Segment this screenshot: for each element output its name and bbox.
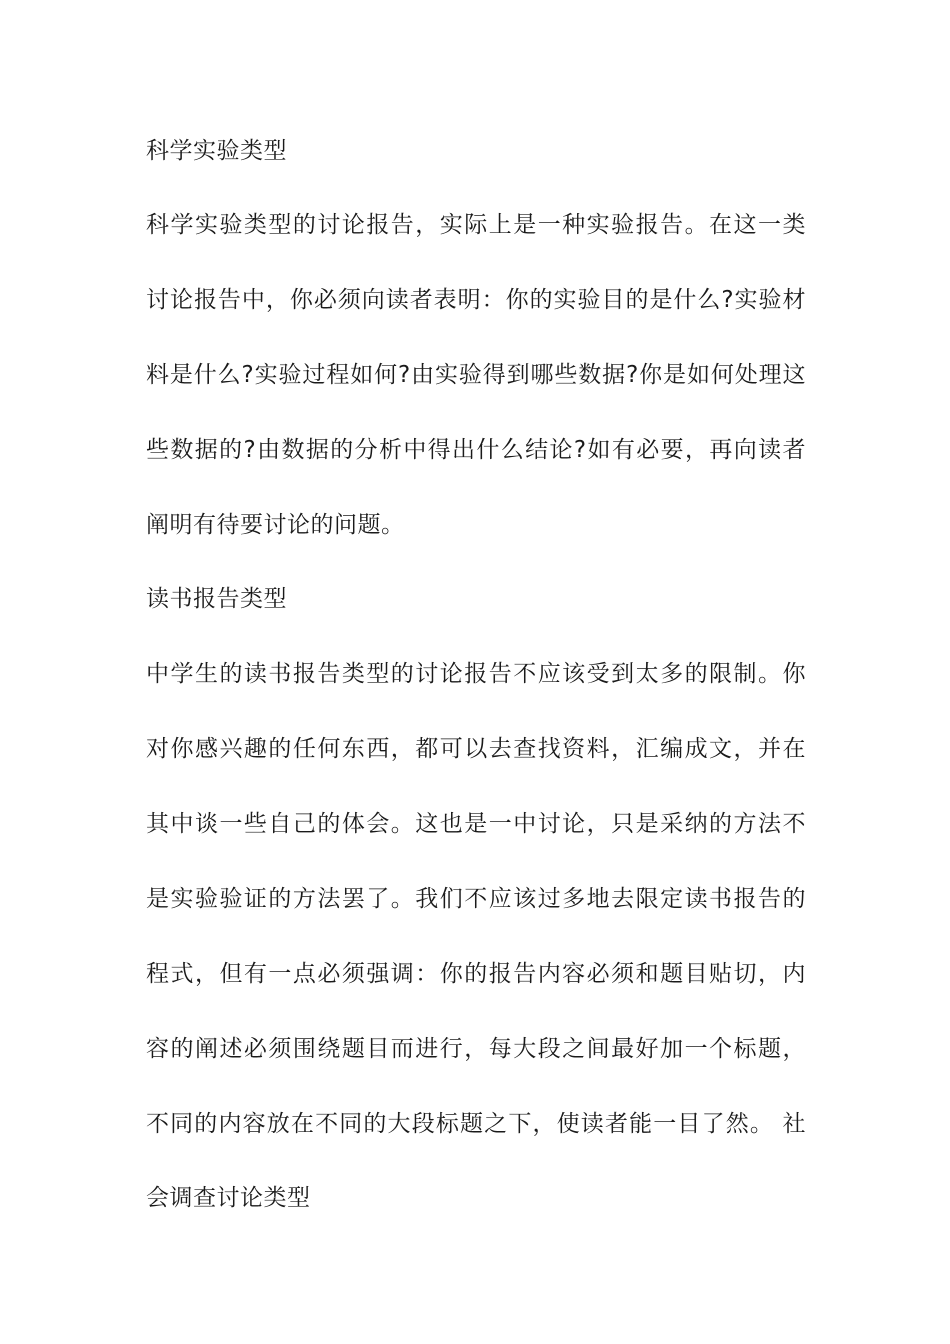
paragraph-line: 科学实验类型的讨论报告，实际上是一种实验报告。在这一类 — [146, 212, 806, 238]
section-heading-book-report: 读书报告类型 — [146, 586, 287, 612]
paragraph-line: 些数据的?由数据的分析中得出什么结论?如有必要，再向读者 — [146, 437, 806, 463]
paragraph-line: 其中谈一些自己的体会。这也是一中讨论，只是采纳的方法不 — [146, 811, 806, 837]
paragraph-line: 会调查讨论类型 — [146, 1185, 311, 1211]
paragraph-line: 容的阐述必须围绕题目而进行，每大段之间最好加一个标题， — [146, 1036, 806, 1062]
paragraph-line: 中学生的读书报告类型的讨论报告不应该受到太多的限制。你 — [146, 661, 806, 687]
paragraph-line: 程式，但有一点必须强调：你的报告内容必须和题目贴切，内 — [146, 961, 806, 987]
paragraph-line: 料是什么?实验过程如何?由实验得到哪些数据?你是如何处理这 — [146, 362, 806, 388]
paragraph-line: 不同的内容放在不同的大段标题之下，使读者能一目了然。 社 — [146, 1111, 806, 1137]
paragraph-line: 是实验验证的方法罢了。我们不应该过多地去限定读书报告的 — [146, 886, 806, 912]
paragraph-line: 对你感兴趣的任何东西，都可以去查找资料，汇编成文，并在 — [146, 736, 806, 762]
paragraph-line: 阐明有待要讨论的问题。 — [146, 512, 405, 538]
paragraph-line: 讨论报告中，你必须向读者表明：你的实验目的是什么?实验材 — [146, 287, 806, 313]
section-heading-science-experiment: 科学实验类型 — [146, 138, 287, 164]
